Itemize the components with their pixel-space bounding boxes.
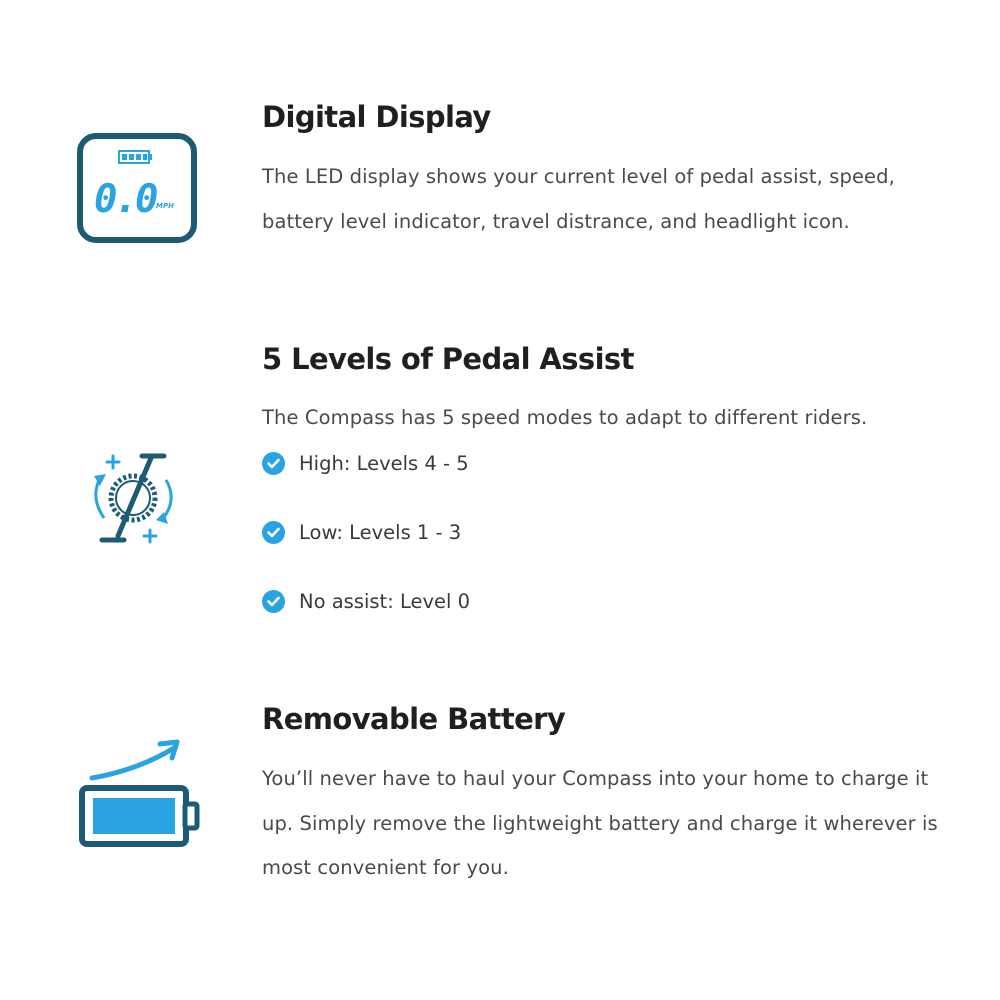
display-unit: MPH [156, 202, 174, 210]
check-circle-icon [262, 590, 285, 613]
display-reading: 0.0 [94, 177, 156, 222]
list-item [262, 567, 952, 636]
check-circle-icon [262, 452, 285, 475]
feature-description: You’ll never have to haul your Compass into your home to charge it up. Simply remove the lightweight battery and charge it wherever is most convenient for you. [262, 767, 938, 879]
feature-description: The LED display shows your current level of pedal assist, speed, battery level indicator, travel distrance, and headlight icon. [262, 165, 895, 233]
assist-level-label: No assist: Level 0 [299, 589, 471, 613]
list-item [262, 498, 952, 567]
feature-title: 5 Levels of Pedal Assist [262, 342, 634, 376]
feature-title: Digital Display [262, 100, 491, 134]
check-circle-icon [262, 521, 285, 544]
assist-level-label: Low: Levels 1 - 3 [299, 520, 462, 544]
pedal-assist-icon [88, 450, 180, 550]
led-display-icon [77, 133, 197, 247]
battery-icon [78, 738, 204, 854]
assist-level-label: High: Levels 4 - 5 [299, 451, 469, 475]
feature-description: The Compass has 5 speed modes to adapt to different riders. [262, 406, 868, 429]
assist-levels-list [262, 429, 952, 636]
feature-title: Removable Battery [262, 702, 566, 736]
